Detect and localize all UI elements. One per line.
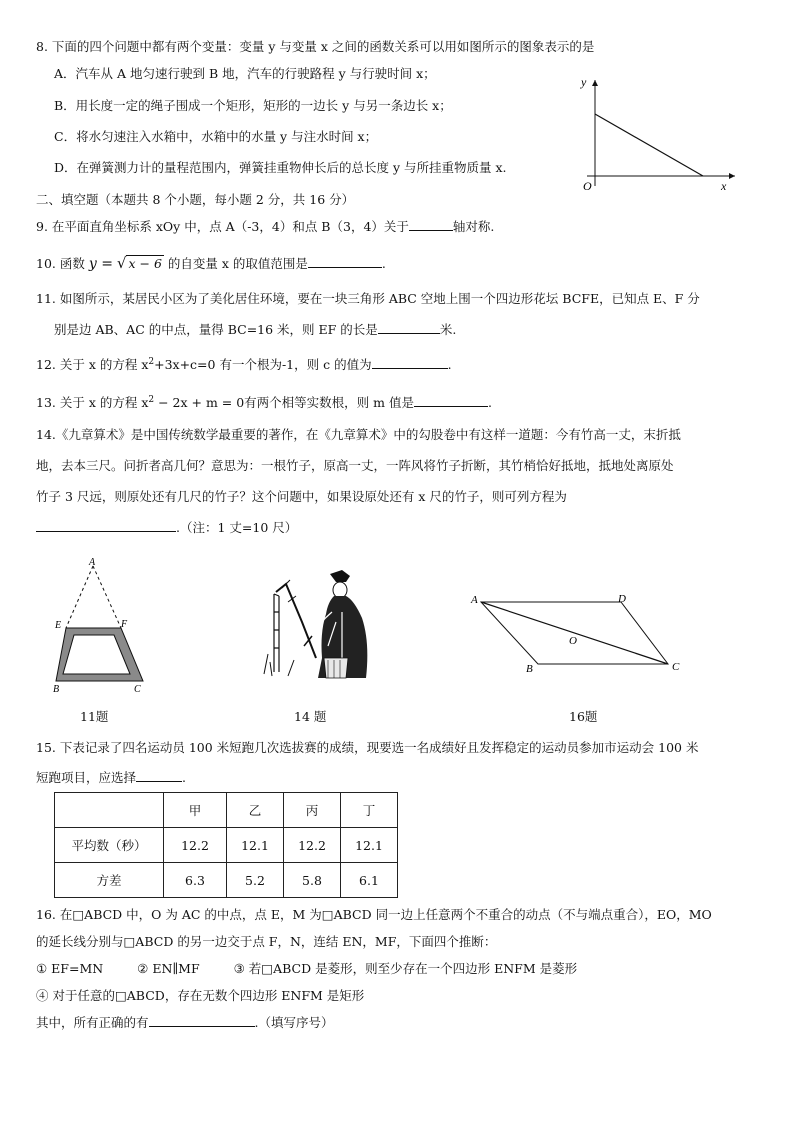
q15-line1: 15. 下表记录了四名运动员 100 米短跑几次选拔赛的成绩，现要选一名成绩好且发挥稳定的运动员参加市运动会 100 米: [36, 740, 699, 755]
q12-mid: +3x+c=0 有一个根为-1，则 c 的值为: [154, 357, 372, 373]
q9-after: 轴对称.: [452, 219, 495, 234]
fig16-label-o: O: [569, 635, 577, 647]
q13-mid: − 2x + m = 0有两个相等实数根，则 m 值是: [154, 395, 414, 411]
table-cell: 6.1: [341, 863, 398, 898]
table-header-cell: 甲: [164, 793, 227, 828]
fig11-dashed-ab: [66, 566, 93, 628]
q14-answer-blank[interactable]: [36, 518, 176, 532]
table-cell: 12.2: [284, 828, 341, 863]
q11-line1: 11. 如图所示，某居民小区为了美化居住环境，要在一块三角形 ABC 空地上围一个四边形花坛 BCFE，已知点 E、F 分: [36, 291, 700, 306]
q16-line2: 的延长线分别与□ABCD 的另一边交于点 F，N，连结 EN，MF，下面四个推断：: [36, 934, 497, 949]
fig11-label-c: C: [134, 684, 141, 695]
q10-radicand: x − 6: [128, 256, 162, 271]
q8-x-label: x: [721, 179, 727, 193]
q16-last-text: 其中，所有正确的有: [36, 1015, 149, 1030]
q11-line2-text: 别是边 AB、AC 的中点，量得 BC=16 米，则 EF 的长是: [54, 322, 378, 337]
scholar-icon: [304, 570, 367, 678]
table-header-cell: [55, 793, 164, 828]
q12-end: .: [447, 357, 452, 373]
fig16-label-d: D: [618, 593, 626, 605]
q12-sup: 2: [148, 357, 155, 367]
q8-function-graph: [575, 72, 745, 197]
table-header-cell: 乙: [227, 793, 284, 828]
table-cell: 5.8: [284, 863, 341, 898]
table-header-cell: 丙: [284, 793, 341, 828]
q8-option-b: B．用长度一定的绳子围成一个矩形，矩形的一边长 y 与另一条边长 x；: [54, 98, 452, 113]
q8-stem: 8. 下面的四个问题中都有两个变量：变量 y 与变量 x 之间的函数关系可以用如图所示的图象表示的是: [36, 39, 595, 54]
fig11-label-b: B: [53, 684, 60, 695]
fig16-label-b: B: [526, 663, 533, 675]
q10-post: 的自变量 x 的取值范围是: [167, 256, 308, 271]
q14-line3: 竹子 3 尺远，则原处还有几尺的竹子？这个问题中，如果设原处还有 x 尺的竹子，则可列方程为: [36, 489, 567, 504]
q16-line1: 16. 在□ABCD 中，O 为 AC 的中点，点 E，M 为□ABCD 同一边上任意两个不重合的动点（不与端点重合），EO，MO: [36, 907, 712, 922]
fig16-label-a: A: [471, 594, 478, 606]
q11-line2: [54, 320, 456, 339]
q12-answer-blank[interactable]: [372, 355, 448, 369]
q10-end: .: [381, 256, 386, 271]
q16-item-1: ① EF=MN: [36, 961, 104, 976]
q11-unit: 米.: [439, 322, 457, 337]
q16-item-4: ④ 对于任意的□ABCD，存在无数个四边形 ENFM 是矩形: [36, 988, 365, 1003]
table-cell: 12.2: [164, 828, 227, 863]
q15-answer-blank[interactable]: [136, 768, 182, 782]
q12: [36, 353, 452, 374]
table-header-row: [55, 793, 398, 828]
q13-sup: 2: [148, 395, 155, 405]
q16-last: [36, 1013, 334, 1032]
sqrt-symbol-icon: √: [116, 254, 127, 272]
table-cell: 12.1: [341, 828, 398, 863]
q10-answer-blank[interactable]: [308, 254, 382, 268]
q9-text: 9. 在平面直角坐标系 xOy 中，点 A（-3，4）和点 B（3，4）关于: [36, 219, 409, 234]
q11-answer-blank[interactable]: [378, 320, 440, 334]
table-cell: 12.1: [227, 828, 284, 863]
q16-item-2: ② EN∥MF: [137, 961, 200, 976]
q14-line2: 地，去本三尺。问折者高几何？意思为：一根竹子，原高一丈，一阵风将竹子折断，其竹梢恰好抵地，抵地处离原处: [36, 458, 674, 473]
q8-option-d: D．在弹簧测力计的量程范围内，弹簧挂重物伸长后的总长度 y 与所挂重物质量 x.: [54, 160, 507, 175]
q10-formula-lhs: y =: [88, 256, 113, 272]
q8-graph-segment: [595, 114, 703, 176]
q16-item-3: ③ 若□ABCD 是菱形，则至少存在一个四边形 ENFM 是菱形: [233, 961, 578, 976]
q8-origin-label: O: [583, 179, 592, 193]
q15-score-table: [54, 792, 398, 898]
fig11-label-f: F: [121, 619, 128, 630]
q13-end: .: [487, 395, 492, 411]
figure-14-bamboo-scholar: [258, 562, 376, 684]
q16-answer-blank[interactable]: [149, 1013, 255, 1027]
q15-end: .: [182, 770, 186, 785]
q8-y-label: y: [581, 75, 587, 89]
q10-pre: 10. 函数: [36, 256, 85, 271]
q16-last-end: .（填写序号）: [254, 1015, 334, 1030]
q16-items-row: [36, 960, 577, 978]
table-cell: 5.2: [227, 863, 284, 898]
fig11-label-e: E: [55, 620, 62, 631]
table-header-cell: 丁: [341, 793, 398, 828]
table-row: [55, 828, 398, 863]
table-cell: 方差: [55, 863, 164, 898]
q13-pre: 13. 关于 x 的方程 x: [36, 395, 149, 411]
bamboo-icon: [264, 580, 316, 676]
q15-line2-text: 短跑项目，应选择: [36, 770, 137, 785]
q14-note: .（注：1 丈=10 尺）: [176, 520, 298, 535]
q13: [36, 391, 492, 412]
table-row: [55, 863, 398, 898]
q10: [36, 254, 386, 273]
fig16-label-c: C: [672, 661, 680, 673]
fig14-caption: 14 题: [294, 709, 327, 724]
section-title: 二、填空题（本题共 8 个小题，每小题 2 分，共 16 分）: [36, 192, 355, 207]
q13-answer-blank[interactable]: [414, 393, 488, 407]
q8-option-c: C．将水匀速注入水箱中，水箱中的水量 y 与注水时间 x；: [54, 129, 378, 144]
table-cell: 平均数（秒）: [55, 828, 164, 863]
q14-line4: [36, 518, 297, 537]
q9: [36, 217, 494, 236]
fig16-caption: 16题: [569, 709, 598, 724]
fig11-label-a: A: [89, 557, 96, 568]
q8-option-a: A．汽车从 A 地匀速行驶到 B 地，汽车的行驶路程 y 与行驶时间 x；: [54, 66, 436, 81]
fig11-dashed-ac: [93, 566, 121, 628]
q14-line1: 14.《九章算术》是中国传统数学最重要的著作，在《九章算术》中的勾股卷中有这样一道题：今有竹高一丈，末折抵: [36, 427, 681, 442]
q12-pre: 12. 关于 x 的方程 x: [36, 357, 149, 373]
fig11-caption: 11题: [80, 709, 109, 724]
q15-line2: [36, 768, 186, 787]
q9-answer-blank[interactable]: [409, 217, 453, 231]
figure-16-parallelogram: [466, 588, 696, 680]
figure-11-trapezoid: [50, 556, 160, 696]
table-cell: 6.3: [164, 863, 227, 898]
